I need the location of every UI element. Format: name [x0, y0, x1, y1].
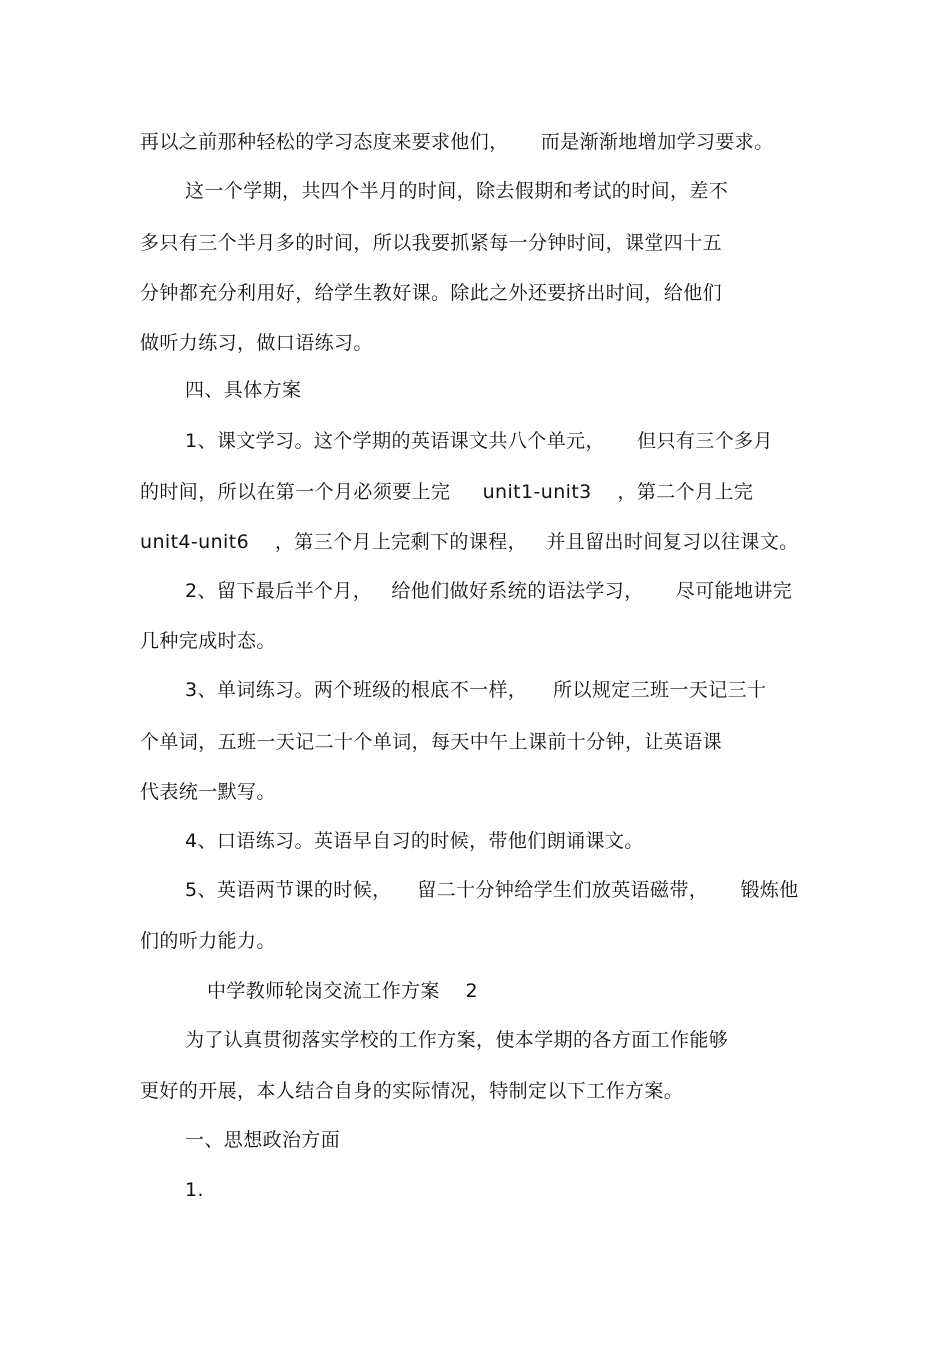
text-line: 5、英语两节课的时候， 留二十分钟给学生们放英语磁带， 锻炼他	[185, 879, 799, 901]
text-line: 再以之前那种轻松的学习态度来要求他们， 而是渐渐地增加学习要求。	[140, 131, 774, 153]
text-line: 多只有三个半月多的时间，所以我要抓紧每一分钟时间，课堂四十五	[140, 232, 723, 254]
text-line: 2、留下最后半个月， 给他们做好系统的语法学习， 尽可能地讲完	[185, 580, 793, 602]
text-line: 这一个学期，共四个半月的时间，除去假期和考试的时间，差不	[185, 180, 729, 202]
text-line: 的时间，所以在第一个月必须要上完 unit1-unit3 ，第二个月上完	[140, 481, 754, 503]
text-line: 为了认真贯彻落实学校的工作方案，使本学期的各方面工作能够	[185, 1029, 729, 1051]
section-title: 中学教师轮岗交流工作方案 2	[207, 980, 479, 1002]
text-line: 3、单词练习。两个班级的根底不一样， 所以规定三班一天记三十	[185, 679, 767, 701]
text-line: 做听力练习，做口语练习。	[140, 332, 373, 354]
section-heading: 一、思想政治方面	[185, 1129, 341, 1151]
section-heading: 四、具体方案	[185, 379, 302, 401]
text-line: 们的听力能力。	[140, 930, 276, 952]
list-number: 1.	[185, 1179, 204, 1201]
text-line: 代表统一默写。	[140, 781, 276, 803]
text-line: 4、口语练习。英语早自习的时候，带他们朗诵课文。	[185, 830, 644, 852]
text-line: 更好的开展，本人结合自身的实际情况，特制定以下工作方案。	[140, 1080, 684, 1102]
text-line: 几种完成时态。	[140, 630, 276, 652]
text-line: 个单词，五班一天记二十个单词，每天中午上课前十分钟，让英语课	[140, 731, 723, 753]
text-line: 1、课文学习。这个学期的英语课文共八个单元， 但只有三个多月	[185, 430, 773, 452]
text-line: 分钟都充分利用好，给学生教好课。除此之外还要挤出时间，给他们	[140, 282, 723, 304]
text-line: unit4-unit6 ，第三个月上完剩下的课程， 并且留出时间复习以往课文。	[140, 531, 799, 553]
